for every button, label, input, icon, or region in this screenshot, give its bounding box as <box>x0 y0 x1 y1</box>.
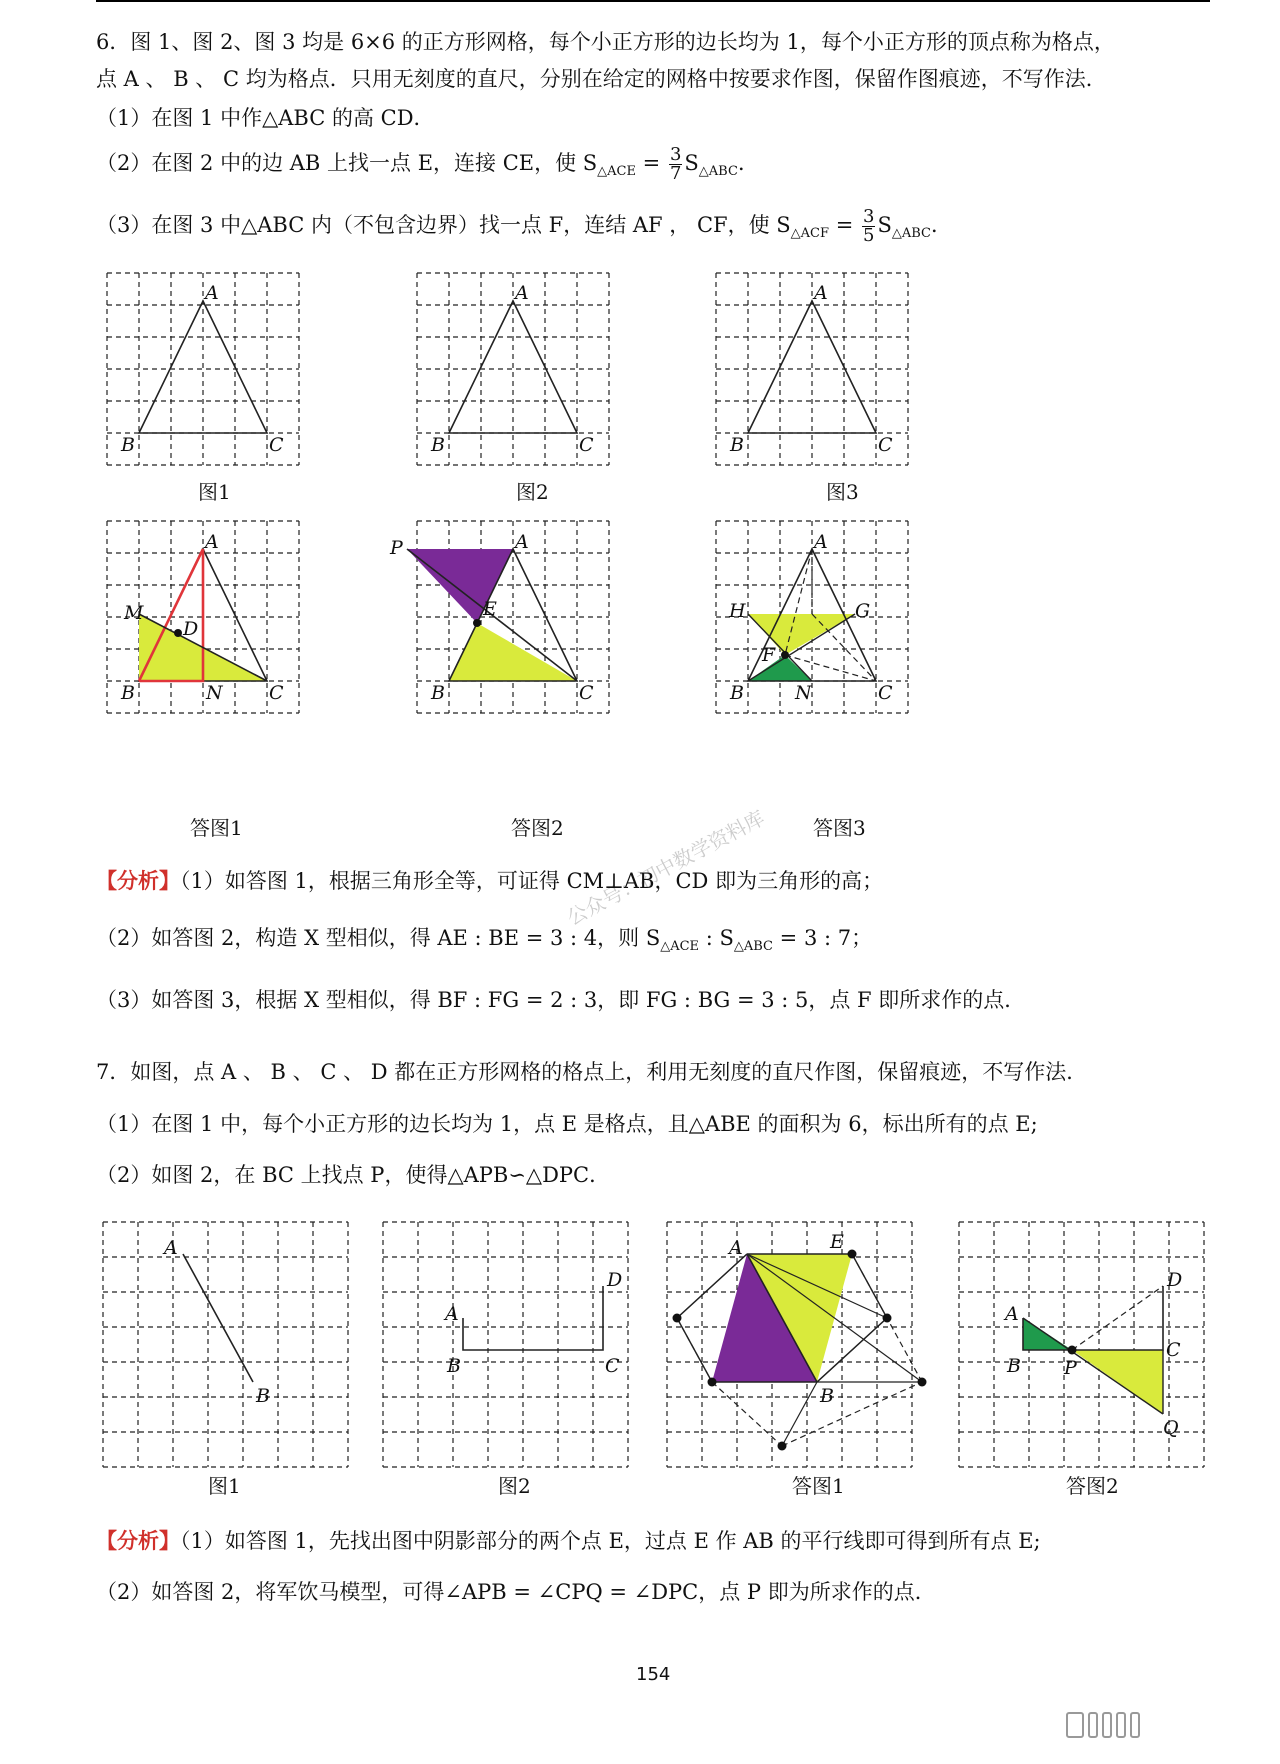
point-p <box>1068 1346 1077 1355</box>
label-a: A <box>814 282 828 304</box>
point-e-1 <box>848 1250 857 1259</box>
label-h: H <box>729 600 746 622</box>
label-c: C <box>269 434 284 456</box>
label-b: B <box>121 434 135 456</box>
caption-answer1: 答图1 <box>190 816 243 840</box>
label-b: B <box>447 1355 461 1377</box>
q7-figure-2 <box>376 1210 646 1470</box>
label-n: N <box>206 682 223 704</box>
q7-part1: （1）在图 1 中，每个小正方形的边长均为 1，点 E 是格点，且△ABE 的面积为 6，标出所有的点 E; <box>96 1112 1038 1136</box>
label-d: D <box>1167 1269 1183 1291</box>
label-a: A <box>1005 1303 1019 1325</box>
point-e-2 <box>673 1314 682 1323</box>
label-a: A <box>445 1303 459 1325</box>
label-c: C <box>579 682 594 704</box>
label-b: B <box>1007 1355 1021 1377</box>
label-b: B <box>431 682 445 704</box>
q6-stem-line2: 点 A 、 B 、 C 均为格点．只用无刻度的直尺，分别在给定的网格中按要求作图，保留作图痕迹，不写作法． <box>96 67 1107 91</box>
label-b: B <box>730 434 744 456</box>
point-e-4 <box>708 1378 717 1387</box>
q6-part2: （2）在图 2 中的边 AB 上找一点 E，连接 CE，使 $S_{\triangle ACE}$ = $\frac{3}{7}$ $S_{\triangle ABC}$． <box>96 144 759 184</box>
top-rule <box>96 0 1210 2</box>
label-c: C <box>605 1355 620 1377</box>
label-a: A <box>515 531 529 553</box>
label-a: A <box>164 1237 178 1259</box>
label-b: B <box>820 1385 834 1407</box>
q6-part3: （3）在图 3 中△ABC 内（不包含边界）找一点 F，连结 AF ， CF，使 $S_{\triangle ACF}$ = $\frac{3}{5}$ $S_{\triangle ABC}$． <box>96 206 952 246</box>
caption-answer2: 答图2 <box>511 816 564 840</box>
helper-6 <box>782 1382 817 1446</box>
label-g: G <box>855 600 871 622</box>
caption-q7-answer1: 答图1 <box>792 1474 845 1498</box>
label-f: F <box>762 644 776 666</box>
label-c: C <box>1166 1339 1181 1361</box>
grid <box>103 1222 348 1467</box>
segment-ab <box>183 1254 253 1382</box>
label-a: A <box>814 531 828 553</box>
q6-figure-1 <box>96 268 336 508</box>
label-c: C <box>878 682 893 704</box>
q7-stem: 7．如图，点 A 、 B 、 C 、 D 都在正方形网格的格点上，利用无刻度的直尺作图，保留痕迹，不写作法． <box>96 1060 1088 1084</box>
label-d: D <box>607 1269 623 1291</box>
analysis-tag: 【分析】 <box>96 1528 180 1553</box>
watermark: 公众号：初中数学资料库 <box>562 805 769 931</box>
q6-part1: （1）在图 1 中作△ABC 的高 CD． <box>96 106 435 130</box>
analysis-tag: 【分析】 <box>96 868 180 893</box>
q6-answer-figure-1 <box>96 531 336 788</box>
label-b: B <box>431 434 445 456</box>
caption-fig1: 图1 <box>198 480 231 504</box>
q6-figure-3 <box>705 268 945 508</box>
point-f <box>781 651 789 659</box>
point-e-6 <box>778 1442 787 1451</box>
q6-analysis-3: （3）如答图 3，根据 X 型相似，得 BF : FG = 2 : 3，即 FG : BG = 3 : 5，点 F 即所求作的点． <box>96 988 1026 1012</box>
green-hourglass-bottom <box>748 655 812 681</box>
page-number: 154 <box>636 1664 671 1685</box>
q7-analysis-1: 【分析】（1）如答图 1，先找出图中阴影部分的两个点 E，过点 E 作 AB 的平行线即可得到所有点 E; <box>96 1528 1041 1553</box>
label-b: B <box>121 682 135 704</box>
q6-answer-figure-3 <box>705 531 945 788</box>
label-p: P <box>390 537 403 559</box>
dashed-pd <box>1072 1286 1163 1350</box>
point-d <box>174 629 182 637</box>
label-e: E <box>830 1231 844 1253</box>
q7-answer-figure-1 <box>660 1210 930 1470</box>
q7-figure-1 <box>96 1210 366 1470</box>
label-p: P <box>1064 1357 1077 1379</box>
corner-logo <box>1066 1712 1144 1738</box>
purple-triangle-pae <box>407 549 513 623</box>
label-c: C <box>579 434 594 456</box>
q7-part2: （2）如图 2，在 BC 上找点 P，使得△APB∽△DPC． <box>96 1163 611 1187</box>
dashed-3 <box>782 1382 922 1446</box>
q6-figure-2 <box>406 268 646 508</box>
label-a: A <box>205 282 219 304</box>
q6-answer-figure-2 <box>390 531 646 788</box>
caption-answer3: 答图3 <box>813 816 866 840</box>
label-a: A <box>729 1237 743 1259</box>
caption-fig3: 图3 <box>826 480 859 504</box>
caption-fig2: 图2 <box>516 480 549 504</box>
label-e: E <box>483 598 497 620</box>
label-n: N <box>795 682 812 704</box>
path-abcd <box>463 1286 603 1350</box>
q6-analysis-2: （2）如答图 2，构造 X 型相似，得 AE : BE = 3 : 4，则 $S_{\triangle ACE}$ : $S_{\triangle ABC} = 3$ : 7； <box>96 926 873 955</box>
label-a: A <box>515 282 529 304</box>
caption-q7-answer2: 答图2 <box>1066 1474 1119 1498</box>
label-c: C <box>269 682 284 704</box>
label-c: C <box>878 434 893 456</box>
label-q: Q <box>1163 1417 1179 1439</box>
label-a: A <box>205 531 219 553</box>
point-e-5 <box>918 1378 927 1387</box>
label-d: D <box>183 618 199 640</box>
label-m: M <box>124 602 144 624</box>
caption-q7-fig2: 图2 <box>498 1474 531 1498</box>
point-e-3 <box>883 1314 892 1323</box>
q6-stem-line1: 6．图 1、图 2、图 3 均是 6×6 的正方形网格，每个小正方形的边长均为 1，每个小正方形的顶点称为格点， <box>96 30 1115 54</box>
point-e <box>473 619 481 627</box>
q7-answer-figure-2 <box>952 1210 1222 1470</box>
caption-q7-fig1: 图1 <box>208 1474 241 1498</box>
q7-analysis-2: （2）如答图 2，将军饮马模型，可得∠APB = ∠CPQ = ∠DPC，点 P 即为所求作的点． <box>96 1580 936 1604</box>
q6-analysis-1: 【分析】（1）如答图 1，根据三角形全等，可证得 CM⊥AB，CD 即为三角形的高； <box>96 868 884 893</box>
label-b: B <box>730 682 744 704</box>
label-b: B <box>256 1385 270 1407</box>
grid <box>383 1222 628 1467</box>
